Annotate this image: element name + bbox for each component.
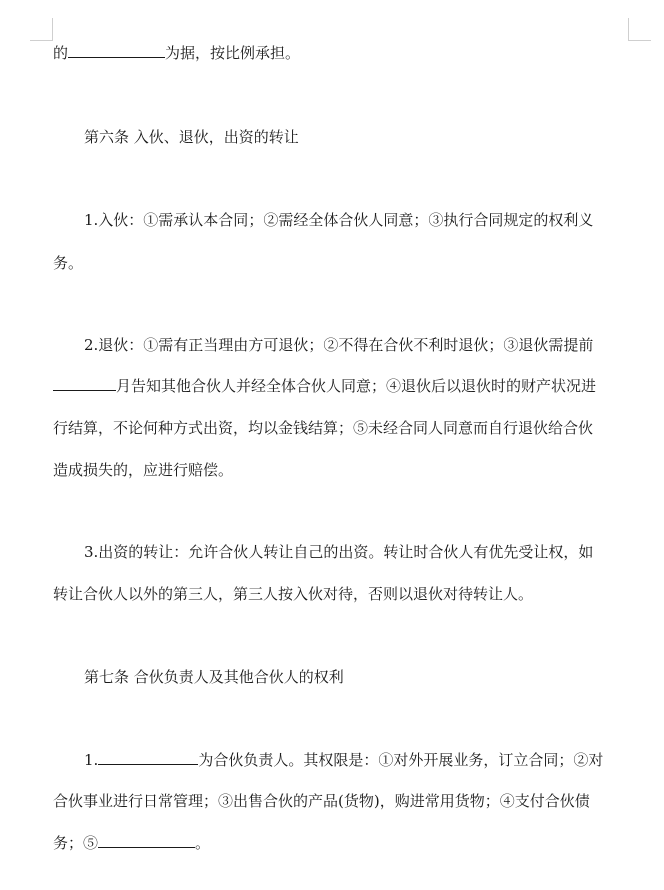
- paragraph-line: 2.退伙：①需有正当理由方可退伙；②不得在合伙不利时退伙；③退伙需提前: [84, 336, 594, 354]
- fill-in-blank: [98, 750, 198, 765]
- text-line: [53, 375, 596, 396]
- fill-in-blank: [53, 376, 116, 391]
- paragraph-line: 1.入伙：①需承认本合同；②需经全体合伙人同意；③执行合同规定的权利义: [84, 211, 594, 229]
- crop-mark-top-left: [30, 18, 53, 41]
- text-fragment: 月告知其他合伙人并经全体合伙人同意；④退伙后以退伙时的财产状况进: [116, 377, 597, 395]
- paragraph-line: 3.出资的转让：允许合伙人转让自己的出资。转让时合伙人有优先受让权，如: [84, 543, 594, 561]
- paragraph-line: 行结算，不论何种方式出资，均以金钱结算；⑤未经合同人同意而自行退伙给合伙: [53, 419, 594, 437]
- paragraph-line: 造成损失的，应进行赔偿。: [53, 461, 234, 479]
- paragraph-line: 合伙事业进行日常管理；③出售合伙的产品(货物)，购进常用货物；④支付合伙债: [53, 792, 590, 810]
- text-fragment: 务；⑤: [53, 834, 99, 852]
- text-fragment: 为合伙负责人。其权限是：①对外开展业务，订立合同；②对: [198, 751, 604, 769]
- crop-mark-top-right: [628, 18, 651, 41]
- section-heading-6: 第六条 入伙、退伙，出资的转让: [84, 128, 299, 146]
- section-heading-7: 第七条 合伙负责人及其他合伙人的权利: [84, 668, 344, 686]
- fill-in-blank: [68, 43, 165, 58]
- text-line: [53, 42, 300, 63]
- text-line: [53, 832, 210, 853]
- fill-in-blank: [98, 833, 195, 848]
- paragraph-line: 转让合伙人以外的第三人，第三人按入伙对待，否则以退伙对待转让人。: [53, 585, 534, 603]
- text-fragment: 为据，按比例承担。: [165, 44, 301, 62]
- text-fragment: 的: [53, 44, 69, 62]
- text-line: [84, 749, 603, 770]
- paragraph-line: 务。: [53, 254, 84, 272]
- text-fragment: 。: [195, 834, 211, 852]
- text-fragment: 1.: [84, 751, 99, 769]
